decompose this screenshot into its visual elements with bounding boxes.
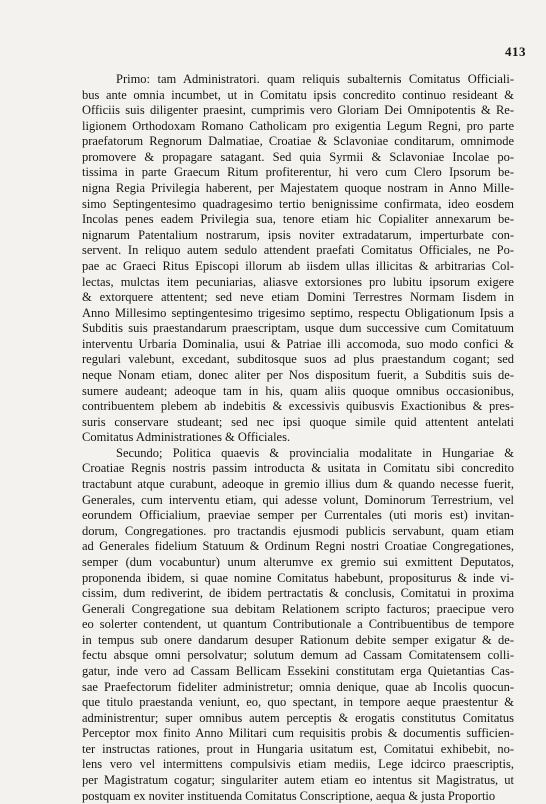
text-line: Generales, cum interventu etiam, qui adesse volunt, Dominorum Terrestrium, vel: [82, 492, 514, 507]
text-line: in tempus sub onere dandarum desuper Rationum debite semper exigatur & de-: [82, 632, 514, 647]
text-line: sae Praefectorum fideliter administretur; omnia denique, quae ab Incolis quocun-: [82, 679, 514, 694]
text-line: sumere audeant; adeoque tam in his, quam aliis quoque omnibus occasionibus,: [82, 383, 514, 398]
text-line: tissima in parte Graecum Ritum profiterentur, hi vero cum Clero Ipsorum be-: [82, 165, 514, 180]
text-line: Croatiae Regnis nostris passim introducta & usitata in Comitatu sibi concredito: [82, 461, 514, 476]
text-line: nigna Regia Privilegia haberent, per Majestatem quoque nostram in Anno Mille-: [82, 181, 514, 196]
text-line: Generali Congregatione sua debitam Relationem scripto facturos; praecipue vero: [82, 601, 514, 616]
text-line: Officiis suis diligenter praesint, cumprimis vero Gloriam Dei Omnipotentis & Re-: [82, 103, 514, 118]
text-line: proponenda ibidem, si quae nomine Comitatus habebunt, propositurus & inde vi-: [82, 570, 514, 585]
text-line: per Magistratum cogatur; singulariter autem etiam eo intentus sit Magistratus, ut: [82, 773, 514, 788]
page-number: 413: [505, 44, 526, 59]
text-line: cissim, dum rediverint, de ibidem pertractatis & conclusis, Comitatui in proxima: [82, 586, 514, 601]
text-line: Primo: tam Administratori. quam reliquis subalternis Comitatus Officiali-: [116, 72, 514, 86]
text-line: Incolas penes eadem Privilegia sua, tenore etiam hic Copialiter annexarum be-: [82, 212, 514, 227]
text-line: bus ante omnia incumbet, ut in Comitatu ipsis concredito continuo resideant &: [82, 87, 514, 102]
text-line: dorum, Congregationes. pro tractandis ejusmodi publicis servabunt, quam etiam: [82, 523, 514, 538]
text-line: eo solerter contendent, ut quantum Contributionale a Contribuentibus de tempore: [82, 617, 514, 632]
text-line: ad Generales fidelium Statuum & Ordinum Regni nostri Croatiae Congregationes,: [82, 539, 514, 554]
text-line: tractabunt atque curabunt, adeoque in gremio illius dum & quando necesse fuerit,: [82, 477, 514, 492]
text-line: suris conservare studeant; sed nec ipsi quoque simile quid attentent antelati: [82, 414, 514, 429]
text-line: ligionem Orthodoxam Romano Catholicam pro exigentia Legum Regni, pro parte: [82, 118, 514, 133]
text-line: servent. In reliquo autem sedulo attendent praefati Comitatus Officiales, ne Po-: [82, 243, 514, 258]
text-line: & extorquere attentent; sed neve etiam Domini Terrestres Normam Iisdem in: [82, 290, 514, 305]
text-line: gatur, inde vero ad Cassam Bellicam Essekini constitutam erga Quietantias Cas-: [82, 663, 514, 678]
text-line: eorundem Officialium, praeviae semper per Currentales (uti moris est) invitan-: [82, 508, 514, 523]
text-line: semper (dum vocabuntur) unum alterumve ex gremio sui exmittent Deputatos,: [82, 554, 514, 569]
text-line: Perceptor mox finito Anno Militari cum requisitis probis & documentis sufficien-: [82, 726, 514, 741]
text-line: postquam ex noviter instituenda Comitatus Conscriptione, aequa & justa Proportio: [82, 788, 496, 803]
text-line: promovere & propagare satagant. Sed quia Syrmii & Sclavoniae Incolae po-: [82, 149, 514, 164]
paragraph-secundo: [82, 446, 514, 804]
text-line: lens vero vel intermittens compulsivis etiam mediis, Lege idcirco praescriptis,: [82, 757, 514, 772]
text-line: lectas, mulctas item pecuniarias, aliasve extorsiones pro lubitu ipsorum exigere: [82, 274, 514, 289]
text-line: Secundo; Politica quaevis & provincialia modalitate in Hungariae &: [116, 445, 514, 460]
text-line: administrentur; super omnibus autem perceptis & erogatis constitutus Comitatus: [82, 710, 514, 725]
text-line: pae ac Graeci Ritus Episcopi illorum ab iisdem ullas illicitas & arbitrarias Col-: [82, 258, 514, 273]
text-line: Comitatus Administrationes & Officiales.: [82, 430, 291, 445]
text-line: praefatorum Regnorum Dalmatiae, Croatiae & Sclavoniae conditarum, omnimode: [82, 134, 514, 149]
text-line: Subditis suis praestandarum praescriptam, usque dum successive cum Comitatuum: [82, 321, 514, 336]
text-line: Anno Millesimo septingentesimo trigesimo septimo, respectu Obligationum Ipsis a: [82, 305, 514, 320]
text-line: que titulo praestanda veniunt, eo, quo spectant, in tempore aeque praestentur &: [82, 695, 514, 710]
text-line: contribuentem plebem ab indebitis & excessivis quibusvis Exactionibus & pres-: [82, 399, 514, 414]
text-line: nignarum Patentalium nostrarum, ipsis noviter extradatarum, imperturbate con-: [82, 227, 514, 242]
paragraph-primo: [82, 72, 514, 446]
text-line: ter instructas rationes, prout in Hungaria usitatum est, Comitatui exhibebit, no-: [82, 741, 514, 756]
body-text: [82, 72, 514, 804]
text-line: regulari valebunt, excedant, subditosque suos ad plus praestandum cogant; sed: [82, 352, 514, 367]
text-line: fectu absque omni persolvatur; solutum demum ad Cassam Comitatensem colli-: [82, 648, 514, 663]
text-line: simo Septingentesimo quadragesimo tertio benignissime confirmata, ideo eosdem: [82, 196, 514, 211]
text-line: neque Nonam etiam, donec aliter per Nos dispositum fuerit, a Subditis suis de-: [82, 367, 514, 382]
text-line: interventu Urbaria Dominalia, usui & Patriae illi accomoda, suo modo confici &: [82, 336, 514, 351]
